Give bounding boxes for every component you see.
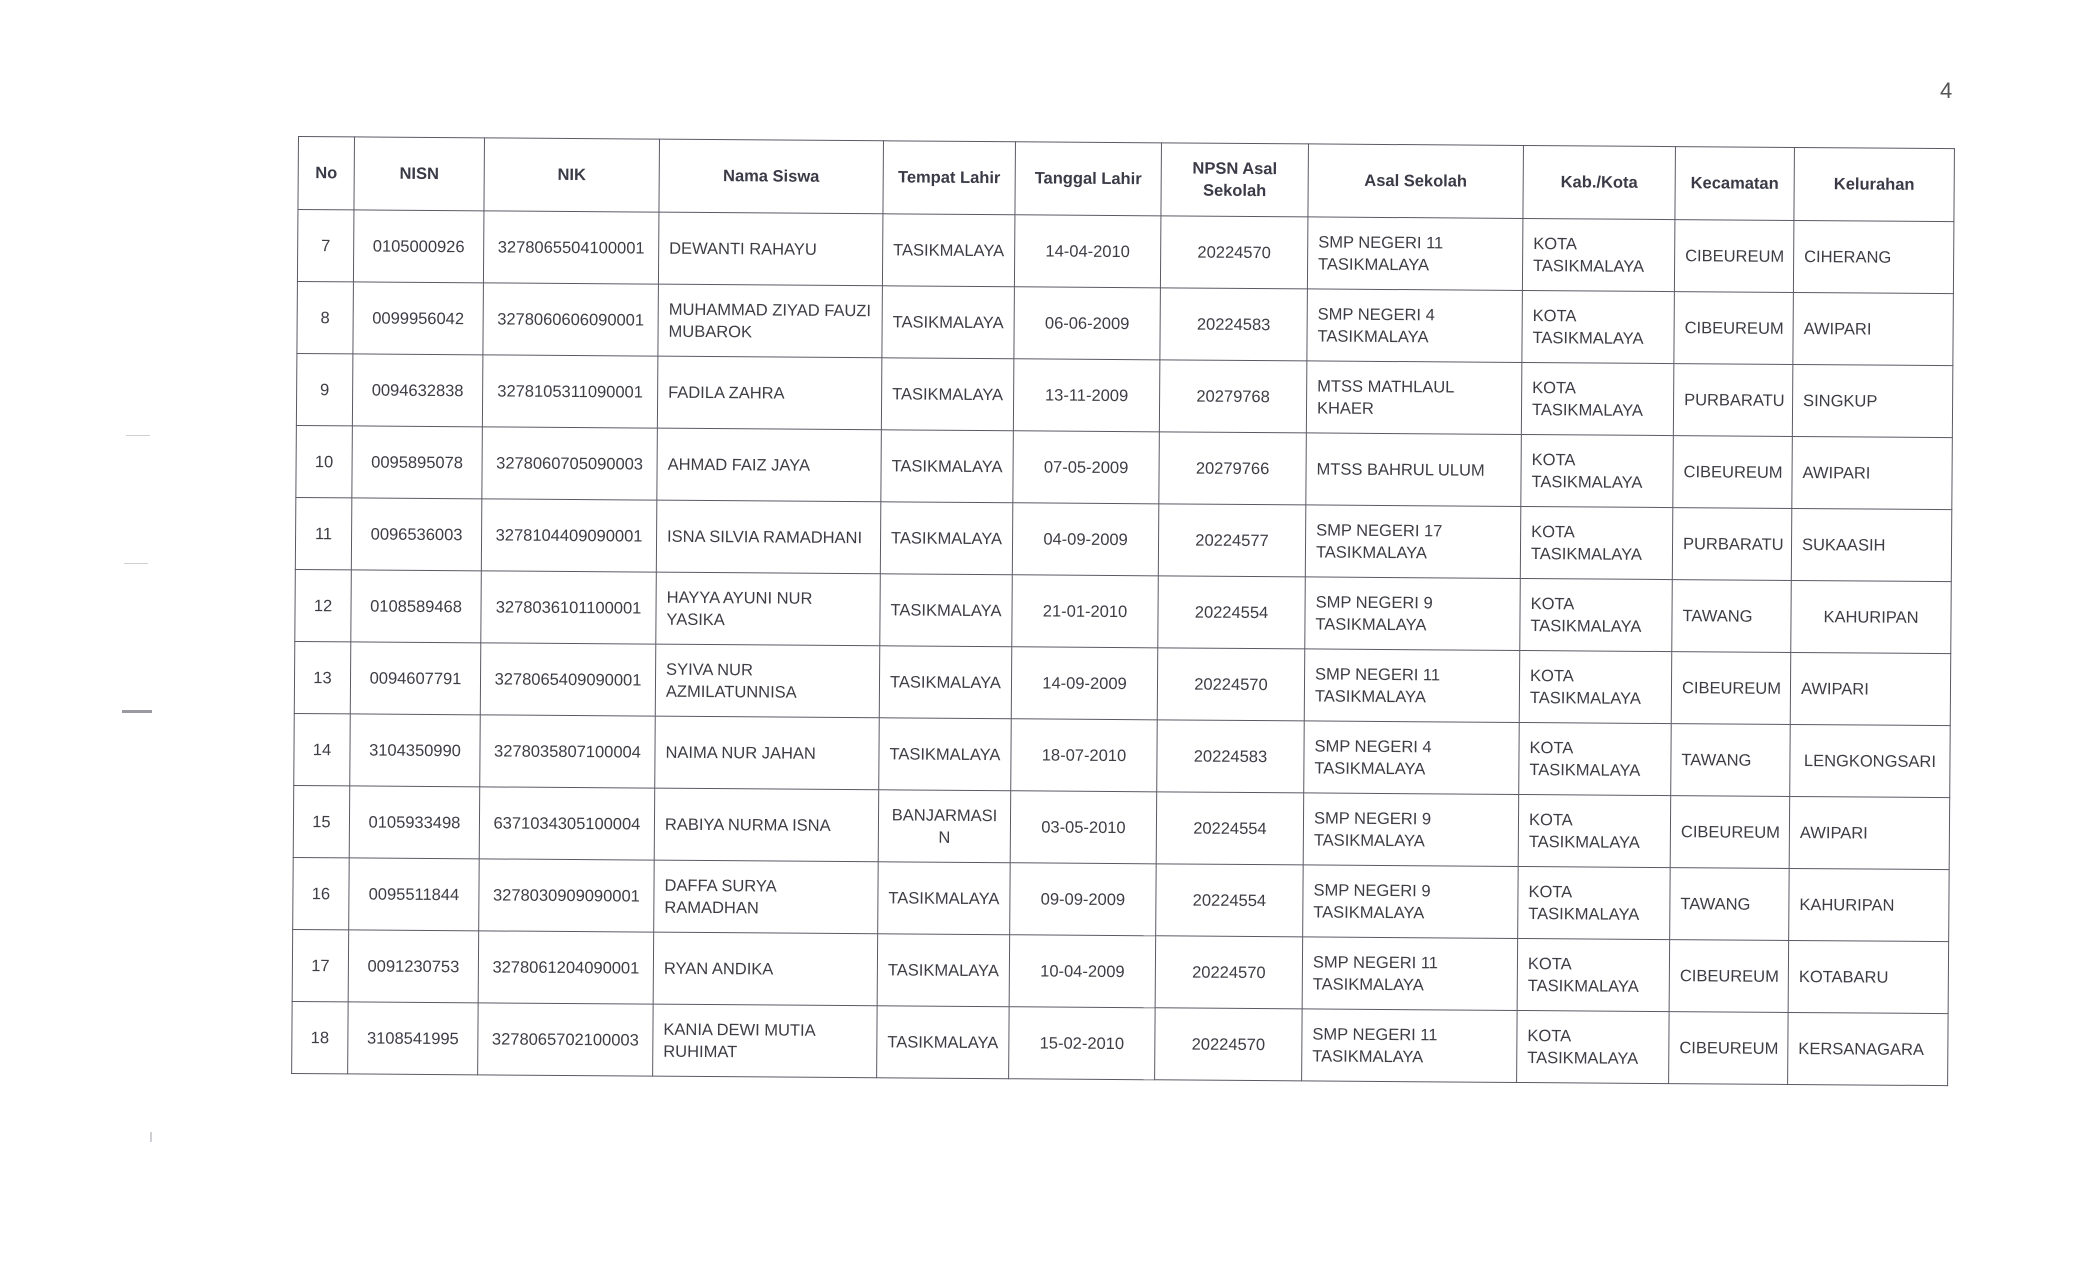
cell-nik: 6371034305100004	[479, 787, 655, 860]
cell-tempat-lahir: TASIKMALAYA	[877, 934, 1010, 1007]
header-npsn-asal-sekolah: NPSN Asal Sekolah	[1161, 143, 1309, 217]
cell-nisn: 0105000926	[353, 210, 484, 283]
cell-kelurahan: AWIPARI	[1793, 292, 1954, 365]
cell-tanggal-lahir: 06-06-2009	[1014, 287, 1161, 360]
cell-kab-kota: KOTA TASIKMALAYA	[1519, 650, 1672, 723]
cell-no: 12	[295, 569, 352, 641]
cell-asal-sekolah: SMP NEGERI 9 TASIKMALAYA	[1305, 577, 1521, 651]
cell-tempat-lahir: TASIKMALAYA	[881, 358, 1014, 431]
cell-npsn: 20279766	[1159, 432, 1307, 505]
cell-kab-kota: KOTA TASIKMALAYA	[1518, 794, 1671, 867]
cell-nik: 3278065504100001	[483, 211, 659, 284]
cell-tempat-lahir: TASIKMALAYA	[879, 718, 1012, 791]
cell-nik: 3278105311090001	[482, 355, 658, 428]
cell-kab-kota: KOTA TASIKMALAYA	[1522, 218, 1675, 291]
cell-tempat-lahir: TASIKMALAYA	[880, 574, 1013, 647]
cell-kab-kota: KOTA TASIKMALAYA	[1520, 506, 1673, 579]
cell-nama: AHMAD FAIZ JAYA	[657, 428, 882, 502]
cell-tanggal-lahir: 07-05-2009	[1013, 431, 1160, 504]
cell-npsn: 20279768	[1159, 360, 1307, 433]
header-kab-kota: Kab./Kota	[1523, 145, 1676, 219]
cell-asal-sekolah: SMP NEGERI 11 TASIKMALAYA	[1304, 649, 1520, 723]
cell-kecamatan: TAWANG	[1670, 868, 1790, 941]
cell-no: 7	[297, 210, 354, 282]
cell-asal-sekolah: SMP NEGERI 4 TASIKMALAYA	[1304, 721, 1520, 795]
cell-asal-sekolah: SMP NEGERI 11 TASIKMALAYA	[1302, 1009, 1518, 1083]
header-no: No	[298, 137, 355, 210]
cell-tanggal-lahir: 15-02-2010	[1009, 1007, 1156, 1080]
cell-tanggal-lahir: 09-09-2009	[1010, 863, 1157, 936]
cell-kelurahan: KERSANAGARA	[1788, 1012, 1949, 1085]
cell-nisn: 0094607791	[350, 642, 481, 715]
cell-nik: 3278065409090001	[480, 643, 656, 716]
cell-no: 14	[294, 713, 351, 785]
header-kecamatan: Kecamatan	[1675, 147, 1795, 221]
cell-kecamatan: CIBEUREUM	[1674, 220, 1794, 293]
cell-asal-sekolah: SMP NEGERI 4 TASIKMALAYA	[1307, 289, 1523, 363]
table-row	[295, 497, 1951, 581]
table-row	[292, 1001, 1948, 1085]
cell-npsn: 20224570	[1155, 936, 1303, 1009]
cell-nama: RYAN ANDIKA	[653, 932, 878, 1006]
cell-nama: FADILA ZAHRA	[657, 356, 882, 430]
scan-mark	[124, 563, 148, 564]
cell-asal-sekolah: SMP NEGERI 11 TASIKMALAYA	[1307, 217, 1523, 291]
cell-kelurahan: KAHURIPAN	[1789, 868, 1950, 941]
cell-nik: 3278036101100001	[481, 571, 657, 644]
cell-nisn: 0099956042	[353, 282, 484, 355]
cell-nisn: 0108589468	[351, 570, 482, 643]
cell-kelurahan: AWIPARI	[1790, 652, 1951, 725]
cell-kecamatan: CIBEUREUM	[1669, 940, 1789, 1013]
cell-nik: 3278030909090001	[479, 859, 655, 932]
cell-kecamatan: PURBARATU	[1673, 364, 1793, 437]
cell-nama: NAIMA NUR JAHAN	[655, 716, 880, 790]
cell-tanggal-lahir: 14-09-2009	[1011, 647, 1158, 720]
scan-mark	[150, 1132, 152, 1142]
cell-nama: ISNA SILVIA RAMADHANI	[656, 500, 881, 574]
table-row	[297, 210, 1953, 294]
cell-nik: 3278035807100004	[480, 715, 656, 788]
cell-tempat-lahir: TASIKMALAYA	[882, 286, 1015, 359]
cell-npsn: 20224570	[1160, 216, 1308, 289]
cell-nama: KANIA DEWI MUTIA RUHIMAT	[653, 1004, 878, 1078]
cell-nisn: 0095895078	[352, 426, 483, 499]
cell-tanggal-lahir: 04-09-2009	[1012, 503, 1159, 576]
cell-nik: 3278104409090001	[481, 499, 657, 572]
scan-mark	[122, 710, 152, 713]
cell-tanggal-lahir: 10-04-2009	[1009, 935, 1156, 1008]
cell-no: 9	[296, 353, 353, 425]
cell-nik: 3278065702100003	[478, 1003, 654, 1076]
table-row	[293, 857, 1949, 941]
cell-kecamatan: CIBEUREUM	[1671, 652, 1791, 725]
cell-nisn: 0094632838	[352, 354, 483, 427]
cell-no: 8	[297, 281, 354, 353]
cell-nama: RABIYA NURMA ISNA	[654, 788, 879, 862]
header-nama-siswa: Nama Siswa	[659, 139, 884, 214]
cell-kecamatan: CIBEUREUM	[1669, 1012, 1789, 1085]
cell-no: 11	[295, 497, 352, 569]
table-row	[293, 785, 1949, 869]
cell-kelurahan: LENGKONGSARI	[1790, 724, 1951, 797]
cell-nisn: 3108541995	[348, 1002, 479, 1075]
cell-kecamatan: CIBEUREUM	[1674, 292, 1794, 365]
cell-kecamatan: CIBEUREUM	[1670, 796, 1790, 869]
cell-kab-kota: KOTA TASIKMALAYA	[1521, 434, 1674, 507]
header-kelurahan: Kelurahan	[1794, 147, 1955, 221]
cell-kelurahan: SINGKUP	[1792, 364, 1953, 437]
cell-nisn: 0096536003	[351, 498, 482, 571]
cell-kab-kota: KOTA TASIKMALAYA	[1519, 722, 1672, 795]
cell-npsn: 20224570	[1157, 648, 1305, 721]
header-tanggal-lahir: Tanggal Lahir	[1015, 142, 1162, 216]
cell-asal-sekolah: SMP NEGERI 17 TASIKMALAYA	[1305, 505, 1521, 579]
cell-nama: MUHAMMAD ZIYAD FAUZI MUBAROK	[658, 284, 883, 358]
cell-kecamatan: CIBEUREUM	[1673, 436, 1793, 509]
header-asal-sekolah: Asal Sekolah	[1308, 144, 1524, 219]
header-tempat-lahir: Tempat Lahir	[883, 141, 1016, 215]
cell-kecamatan: TAWANG	[1671, 724, 1791, 797]
cell-kelurahan: CIHERANG	[1793, 220, 1954, 293]
cell-kelurahan: AWIPARI	[1789, 796, 1950, 869]
cell-nik: 3278061204090001	[478, 931, 654, 1004]
cell-kab-kota: KOTA TASIKMALAYA	[1517, 1010, 1670, 1083]
table-row	[297, 281, 1953, 365]
cell-nama: SYIVA NUR AZMILATUNNISA	[655, 644, 880, 718]
cell-no: 18	[292, 1001, 349, 1073]
cell-tanggal-lahir: 18-07-2010	[1011, 719, 1158, 792]
cell-tanggal-lahir: 13-11-2009	[1013, 359, 1160, 432]
table-header-row	[298, 137, 1954, 222]
header-nik: NIK	[484, 138, 660, 212]
cell-tempat-lahir: TASIKMALAYA	[877, 1006, 1010, 1079]
cell-npsn: 20224583	[1157, 720, 1305, 793]
cell-tempat-lahir: TASIKMALAYA	[880, 502, 1013, 575]
cell-tempat-lahir: TASIKMALAYA	[882, 214, 1015, 287]
cell-kab-kota: KOTA TASIKMALAYA	[1522, 290, 1675, 363]
table-row	[292, 929, 1948, 1013]
cell-no: 16	[293, 857, 350, 929]
cell-asal-sekolah: MTSS MATHLAUL KHAER	[1306, 361, 1522, 435]
cell-asal-sekolah: MTSS BAHRUL ULUM	[1306, 433, 1522, 507]
cell-tanggal-lahir: 21-01-2010	[1012, 575, 1159, 648]
header-nisn: NISN	[354, 137, 485, 211]
cell-tempat-lahir: TASIKMALAYA	[878, 862, 1011, 935]
cell-npsn: 20224554	[1156, 792, 1304, 865]
scan-mark	[126, 435, 150, 436]
cell-no: 15	[293, 785, 350, 857]
table-row	[296, 425, 1952, 509]
cell-no: 17	[292, 929, 349, 1001]
cell-npsn: 20224570	[1155, 1008, 1303, 1081]
cell-asal-sekolah: SMP NEGERI 9 TASIKMALAYA	[1303, 793, 1519, 867]
page-number: 4	[1940, 78, 1953, 103]
cell-tempat-lahir: TASIKMALAYA	[881, 430, 1014, 503]
cell-nik: 3278060606090001	[483, 283, 659, 356]
table-row	[294, 713, 1950, 797]
student-table-container	[291, 136, 1954, 1086]
cell-asal-sekolah: SMP NEGERI 11 TASIKMALAYA	[1302, 937, 1518, 1011]
cell-npsn: 20224583	[1160, 288, 1308, 361]
table-row	[295, 569, 1951, 653]
cell-kelurahan: SUKAASIH	[1791, 508, 1952, 581]
table-row	[294, 641, 1950, 725]
cell-tempat-lahir: TASIKMALAYA	[879, 646, 1012, 719]
cell-kelurahan: KAHURIPAN	[1791, 580, 1952, 653]
cell-kelurahan: AWIPARI	[1792, 436, 1953, 509]
cell-nisn: 0091230753	[348, 930, 479, 1003]
cell-npsn: 20224577	[1158, 504, 1306, 577]
cell-no: 13	[294, 641, 351, 713]
cell-tanggal-lahir: 03-05-2010	[1010, 791, 1157, 864]
cell-npsn: 20224554	[1156, 864, 1304, 937]
cell-nama: HAYYA AYUNI NUR YASIKA	[656, 572, 881, 646]
cell-kab-kota: KOTA TASIKMALAYA	[1518, 866, 1671, 939]
cell-nama: DEWANTI RAHAYU	[658, 212, 883, 286]
cell-kecamatan: PURBARATU	[1672, 508, 1792, 581]
cell-kab-kota: KOTA TASIKMALAYA	[1521, 362, 1674, 435]
cell-kab-kota: KOTA TASIKMALAYA	[1520, 578, 1673, 651]
cell-asal-sekolah: SMP NEGERI 9 TASIKMALAYA	[1303, 865, 1519, 939]
student-table	[291, 136, 1955, 1086]
cell-nisn: 0095511844	[349, 858, 480, 931]
table-body	[292, 210, 1954, 1086]
cell-nama: DAFFA SURYA RAMADHAN	[654, 860, 879, 934]
cell-no: 10	[296, 425, 353, 497]
cell-kelurahan: KOTABARU	[1788, 940, 1949, 1013]
cell-nisn: 3104350990	[350, 714, 481, 787]
cell-kab-kota: KOTA TASIKMALAYA	[1517, 938, 1670, 1011]
cell-nik: 3278060705090003	[482, 427, 658, 500]
cell-npsn: 20224554	[1158, 576, 1306, 649]
cell-nisn: 0105933498	[349, 786, 480, 859]
cell-tempat-lahir: BANJARMASI N	[878, 790, 1011, 863]
cell-kecamatan: TAWANG	[1672, 580, 1792, 653]
cell-tanggal-lahir: 14-04-2010	[1014, 215, 1161, 288]
table-row	[296, 353, 1952, 437]
